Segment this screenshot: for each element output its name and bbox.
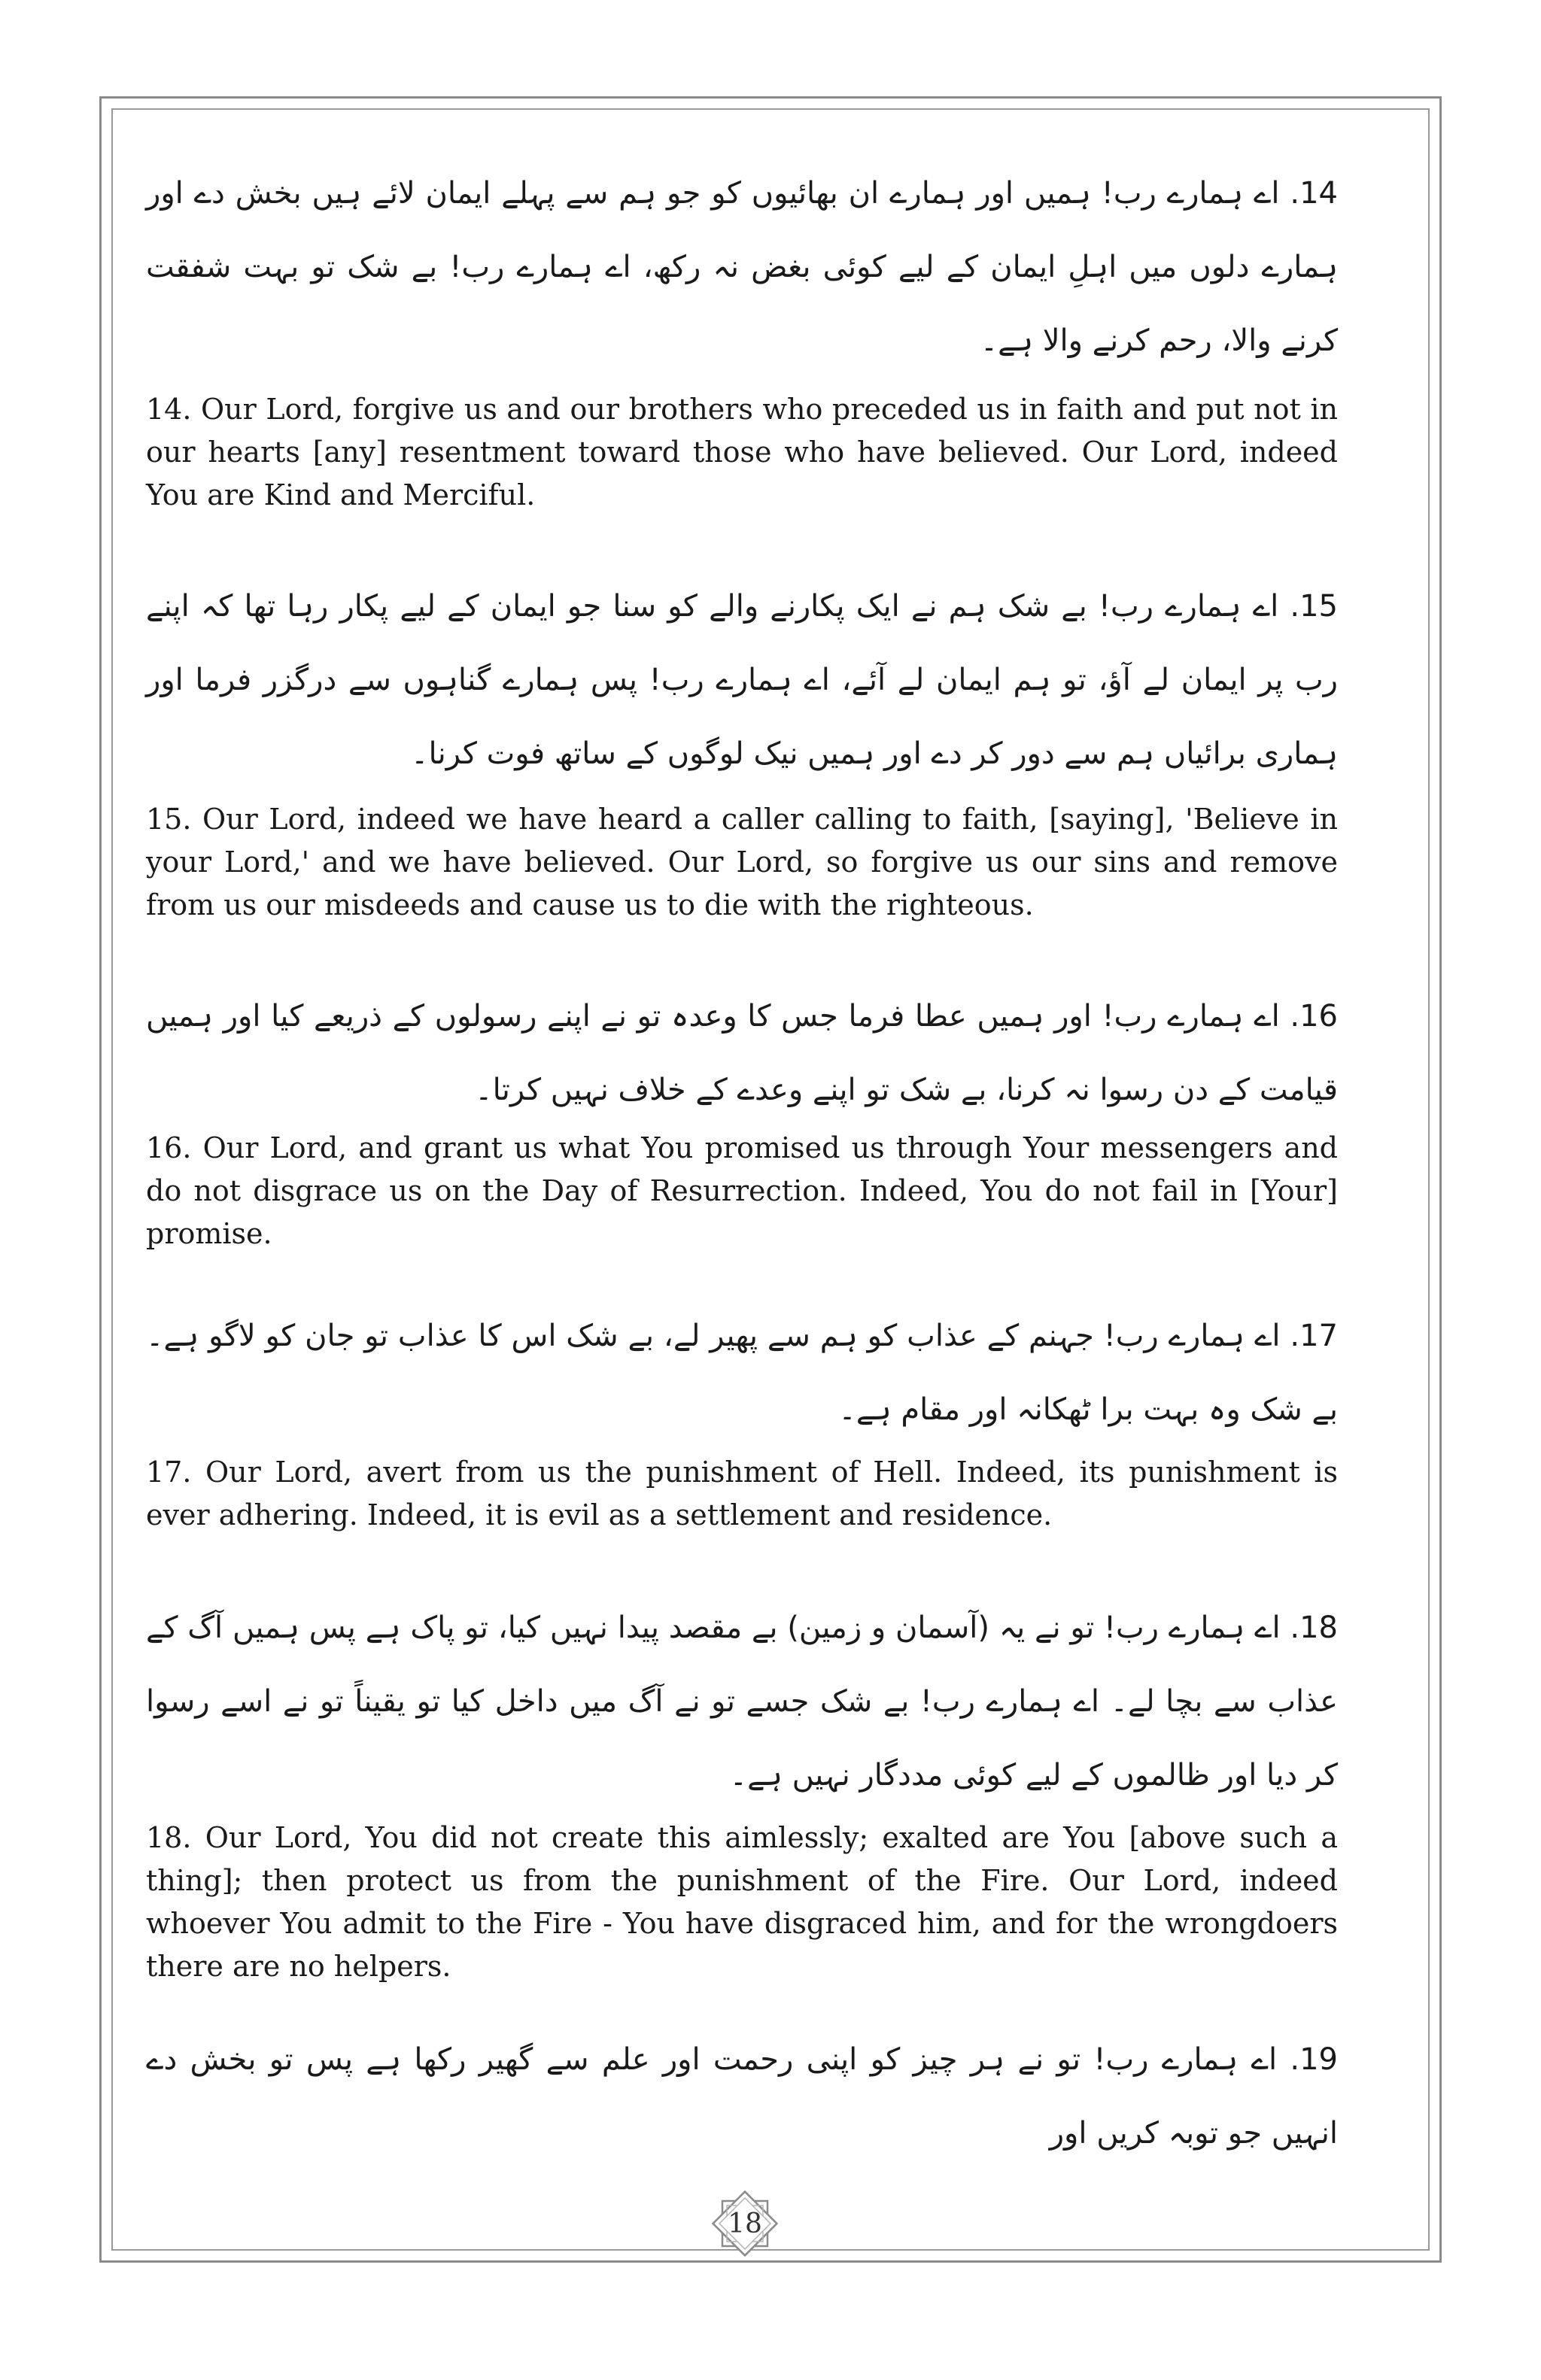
verse-14-urdu: 14. اے ہمارے رب! ہمیں اور ہمارے ان بھائیوں کو جو ہم سے پہلے ایمان لائے ہیں بخش دے اور ہمارے دلوں میں اہلِ ایمان کے لیے کوئی بغض نہ رکھ، اے ہمارے رب! بے شک تو بہت شفقت کرنے والا، رحم کرنے والا ہے۔ (146, 176, 1338, 358)
verse-14-english: 14. Our Lord, forgive us and our brothers who preceded us in faith and put not in our hearts [any] resentment toward those who have believed. Our Lord, indeed You are Kind and Merciful. (146, 393, 1338, 512)
verse-17-urdu: 17. اے ہمارے رب! جہنم کے عذاب کو ہم سے پھیر لے، بے شک اس کا عذاب تو جان کو لاگو ہے۔ بے شک وہ بہت برا ٹھکانہ اور مقام ہے۔ (146, 1319, 1338, 1427)
verse-16-urdu: 16. اے ہمارے رب! اور ہمیں عطا فرما جس کا وعدہ تو نے اپنے رسولوں کے ذریعے کیا اور ہمیں قیامت کے دن رسوا نہ کرنا، بے شک تو اپنے وعدے کے خلاف نہیں کرتا۔ (146, 999, 1338, 1107)
verse-18-urdu: 18. اے ہمارے رب! تو نے یہ (آسمان و زمین) بے مقصد پیدا نہیں کیا، تو پاک ہے پس ہمیں آگ کے عذاب سے بچا لے۔ اے ہمارے رب! بے شک جسے تو نے آگ میں داخل کیا تو یقیناً تو نے اسے رسوا کر دیا اور ظالموں کے لیے کوئی مددگار نہیں ہے۔ (146, 1610, 1338, 1793)
page-content (146, 156, 1338, 2170)
verse-15-english: 15. Our Lord, indeed we have heard a caller calling to faith, [saying], 'Believe in your Lord,' and we have believed. Our Lord, so forgive us our sins and remove from us our misdeeds and cause us to die with the righteous. (146, 803, 1338, 921)
page-number-badge (704, 2183, 786, 2264)
verse-18-english: 18. Our Lord, You did not create this aimlessly; exalted are You [above such a thing]; then protect us from the punishment of the Fire. Our Lord, indeed whoever You admit to the Fire - You have disgraced him, and for the wrongdoers there are no helpers. (146, 1821, 1338, 1983)
page-number: 18 (728, 2208, 762, 2239)
verse-19-urdu: 19. اے ہمارے رب! تو نے ہر چیز کو اپنی رحمت اور علم سے گھیر رکھا ہے پس تو بخش دے انہیں جو توبہ کریں اور (146, 2042, 1338, 2151)
verse-15-urdu: 15. اے ہمارے رب! بے شک ہم نے ایک پکارنے والے کو سنا جو ایمان کے لیے پکار رہا تھا کہ اپنے رب پر ایمان لے آؤ، تو ہم ایمان لے آئے، اے ہمارے رب! پس ہمارے گناہوں سے درگزر فرما اور ہماری برائیاں ہم سے دور کر دے اور ہمیں نیک لوگوں کے ساتھ فوت کرنا۔ (146, 589, 1338, 771)
verse-16-english: 16. Our Lord, and grant us what You promised us through Your messengers and do not disgrace us on the Day of Resurrection. Indeed, You do not fail in [Your] promise. (146, 1131, 1338, 1250)
verse-17-english: 17. Our Lord, avert from us the punishment of Hell. Indeed, its punishment is ever adhering. Indeed, it is evil as a settlement and residence. (146, 1456, 1338, 1532)
